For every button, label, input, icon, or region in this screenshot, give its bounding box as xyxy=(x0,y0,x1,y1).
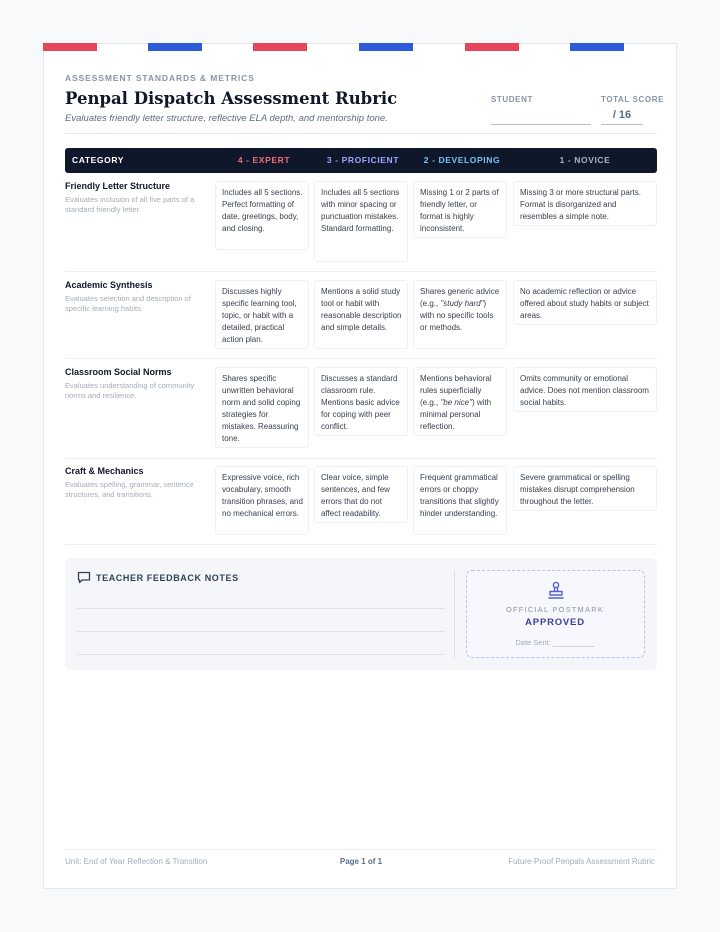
airmail-stripe xyxy=(359,43,413,51)
rubric-cell-proficient[interactable]: Mentions a solid study tool or habit with reasonable description and simple details. xyxy=(314,280,408,349)
cell-text: Shares generic advice (e.g., xyxy=(420,287,500,308)
category-description: Evaluates spelling, grammar, sentence structures, and transitions. xyxy=(65,480,194,499)
category-description: Evaluates selection and description of specific learning habits. xyxy=(65,294,191,313)
page-subtitle: Evaluates friendly letter structure, reflective ELA depth, and mentorship tone. xyxy=(65,113,388,124)
cell-quote: "be nice" xyxy=(440,398,472,407)
rubric-cell-proficient[interactable]: Clear voice, simple sentences, and few errors that do not affect readability. xyxy=(314,466,408,523)
stamp-icon xyxy=(547,581,565,601)
rubric-cell-novice[interactable]: Omits community or emotional advice. Does not mention classroom social habits. xyxy=(513,367,657,412)
cell-text: Mentions behavioral rules superficially (e.g., xyxy=(420,374,492,407)
student-label: STUDENT xyxy=(491,95,533,104)
footer-document-name: Future-Proof Penpals Assessment Rubric xyxy=(508,857,655,866)
column-header-novice: 1 - NOVICE xyxy=(559,155,611,165)
teacher-feedback-panel xyxy=(65,558,657,670)
category-title: Craft & Mechanics xyxy=(65,466,144,476)
row-divider xyxy=(65,358,657,359)
header-divider xyxy=(65,133,657,134)
rubric-cell-proficient[interactable]: Includes all 5 sections with minor spacing or punctuation mistakes. Standard formatting. xyxy=(314,181,408,262)
rubric-cell-developing[interactable]: Frequent grammatical errors or choppy transitions that slightly hinder understanding. xyxy=(413,466,507,535)
postmark-label: OFFICIAL POSTMARK xyxy=(505,605,605,614)
cell-quote: "study hard" xyxy=(440,299,484,308)
rubric-cell-expert[interactable]: Discusses highly specific learning tool, topic, or habit with a detailed, practical action plan. xyxy=(215,280,309,349)
total-score-underline xyxy=(601,124,643,125)
airmail-stripe xyxy=(148,43,202,51)
rubric-cell-expert[interactable]: Shares specific unwritten behavioral norm and solid coping strategies for mistakes. Reassuring tone. xyxy=(215,367,309,448)
total-score-value[interactable]: / 16 xyxy=(612,109,632,121)
rubric-cell-novice[interactable]: Severe grammatical or spelling mistakes disrupt comprehension throughout the letter. xyxy=(513,466,657,511)
footer-page-number: Page 1 of 1 xyxy=(339,857,383,866)
category-description: Evaluates understanding of community norms and resilience. xyxy=(65,381,195,400)
feedback-divider xyxy=(454,570,455,658)
category-description: Evaluates inclusion of all five parts of a standard friendly letter. xyxy=(65,195,195,214)
feedback-writing-line[interactable] xyxy=(77,608,445,609)
footer-unit: Unit: End of Year Reflection & Transition xyxy=(65,857,208,866)
feedback-writing-line[interactable] xyxy=(77,654,445,655)
eyebrow-label: ASSESSMENT STANDARDS & METRICS xyxy=(65,73,255,83)
airmail-stripe xyxy=(43,43,97,51)
rubric-cell-novice[interactable]: No academic reflection or advice offered about study habits or subject areas. xyxy=(513,280,657,325)
row-divider xyxy=(65,458,657,459)
feedback-writing-line[interactable] xyxy=(77,631,445,632)
row-divider xyxy=(65,271,657,272)
rubric-page xyxy=(43,43,677,889)
airmail-stripe xyxy=(253,43,307,51)
feedback-title: TEACHER FEEDBACK NOTES xyxy=(96,573,239,583)
official-postmark xyxy=(466,570,645,658)
airmail-border xyxy=(43,43,677,51)
category-title: Friendly Letter Structure xyxy=(65,181,171,191)
cell-text: ) with minimal personal reflection. xyxy=(420,398,492,431)
student-name-field[interactable] xyxy=(491,124,591,125)
page-title: Penpal Dispatch Assessment Rubric xyxy=(65,89,398,108)
footer-divider xyxy=(65,849,657,850)
airmail-stripe xyxy=(570,43,624,51)
rubric-cell-proficient[interactable]: Discusses a standard classroom rule. Mentions basic advice for coping with peer conflict. xyxy=(314,367,408,436)
column-header-category: CATEGORY xyxy=(72,155,125,165)
rubric-cell-developing[interactable]: Missing 1 or 2 parts of friendly letter, or format is highly inconsistent. xyxy=(413,181,507,238)
rubric-cell-expert[interactable]: Expressive voice, rich vocabulary, smooth transition phrases, and no mechanical errors. xyxy=(215,466,309,535)
date-sent-field[interactable]: Date Sent: __________ xyxy=(515,638,595,647)
row-divider xyxy=(65,544,657,545)
postmark-status: APPROVED xyxy=(525,617,585,628)
column-header-proficient: 3 - PROFICIENT xyxy=(326,155,400,165)
rubric-cell-novice[interactable]: Missing 3 or more structural parts. Format is disorganized and resembles a simple note. xyxy=(513,181,657,226)
total-score-label: TOTAL SCORE xyxy=(601,95,665,104)
category-title: Classroom Social Norms xyxy=(65,367,172,377)
airmail-stripe xyxy=(465,43,519,51)
category-title: Academic Synthesis xyxy=(65,280,153,290)
column-header-expert: 4 - EXPERT xyxy=(237,155,291,165)
rubric-cell-expert[interactable]: Includes all 5 sections. Perfect formatting of date, greetings, body, and closing. xyxy=(215,181,309,250)
rubric-cell-developing[interactable] xyxy=(413,367,507,436)
chat-bubble-icon xyxy=(77,571,91,584)
rubric-cell-developing[interactable] xyxy=(413,280,507,349)
rubric-table-header xyxy=(65,148,657,173)
cell-text: ) with no specific tools or methods. xyxy=(420,299,494,332)
column-header-developing: 2 - DEVELOPING xyxy=(423,155,501,165)
